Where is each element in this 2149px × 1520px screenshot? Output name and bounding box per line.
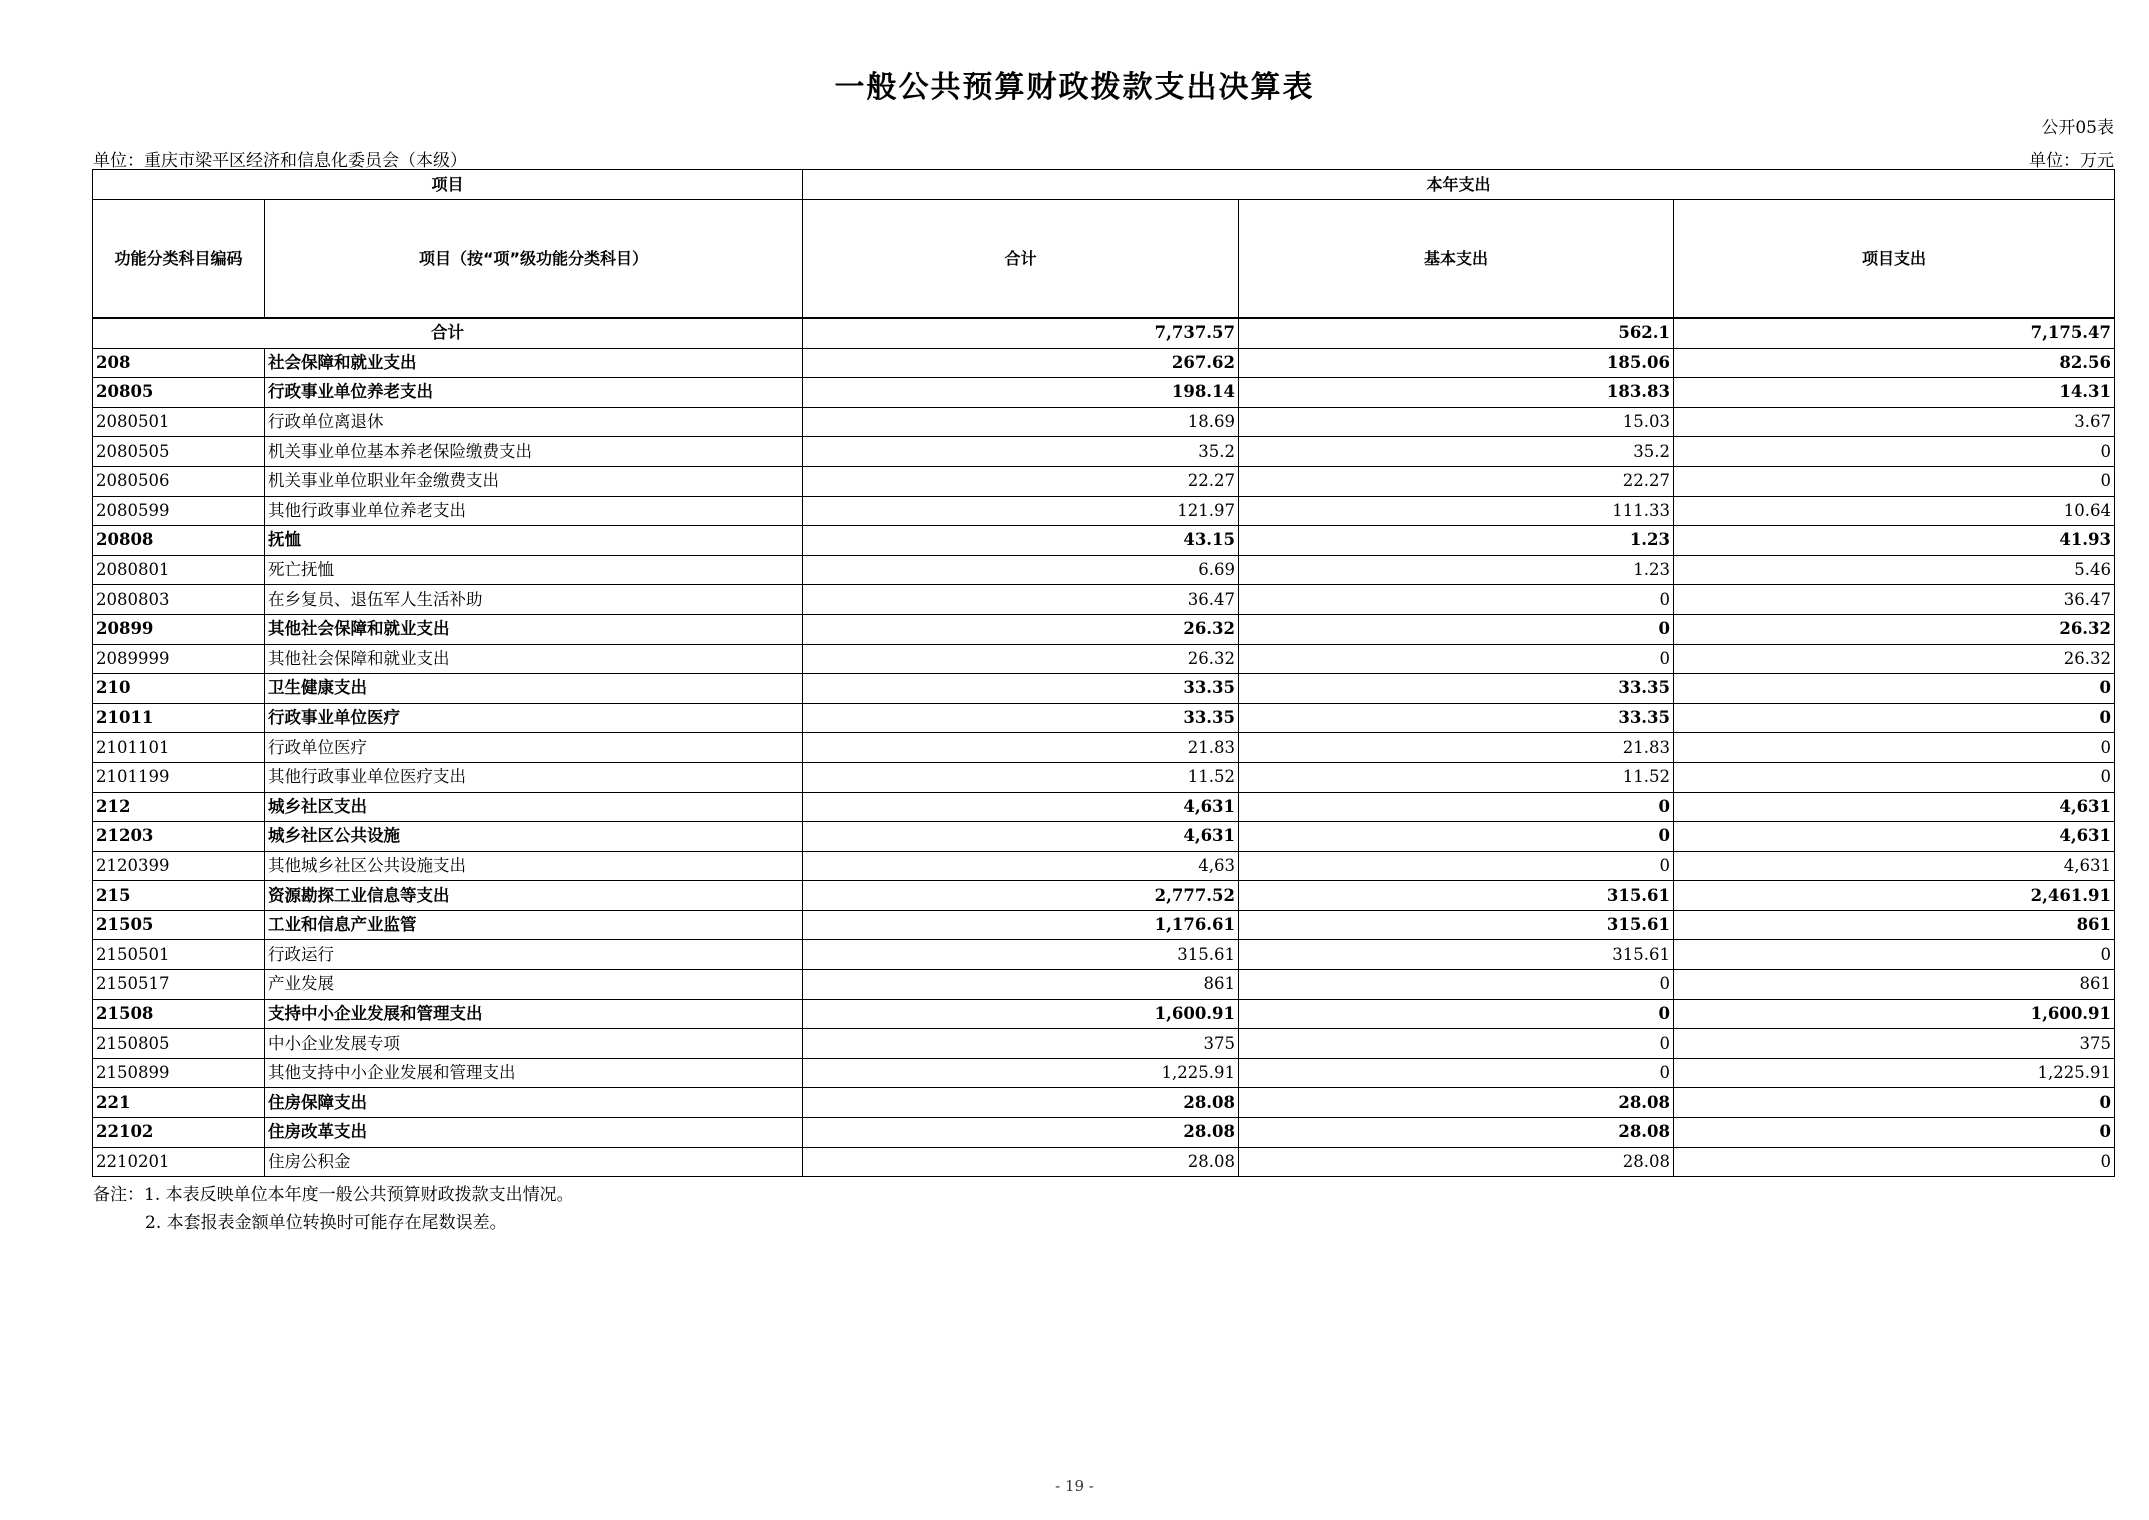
row-name: 资源勘探工业信息等支出 — [265, 881, 803, 911]
row-project: 1,225.91 — [1674, 1058, 2115, 1088]
row-project: 4,631 — [1674, 792, 2115, 822]
table-row — [93, 1029, 2115, 1059]
row-total: 33.35 — [803, 674, 1239, 704]
row-code: 21203 — [93, 822, 265, 852]
table-row — [93, 762, 2115, 792]
header-row-2 — [93, 200, 2115, 319]
row-basic: 33.35 — [1239, 703, 1674, 733]
row-name: 行政单位离退休 — [265, 407, 803, 437]
row-code: 2150501 — [93, 940, 265, 970]
row-name: 行政事业单位养老支出 — [265, 378, 803, 408]
row-name: 产业发展 — [265, 970, 803, 1000]
row-code: 2080501 — [93, 407, 265, 437]
row-name: 机关事业单位职业年金缴费支出 — [265, 466, 803, 496]
row-project: 0 — [1674, 1088, 2115, 1118]
total-label: 合计 — [93, 318, 803, 348]
row-name: 工业和信息产业监管 — [265, 910, 803, 940]
row-code: 210 — [93, 674, 265, 704]
row-project: 0 — [1674, 762, 2115, 792]
row-project: 0 — [1674, 703, 2115, 733]
page-title: 一般公共预算财政拨款支出决算表 — [834, 70, 1315, 105]
row-code: 2080505 — [93, 437, 265, 467]
row-project: 3.67 — [1674, 407, 2115, 437]
reporting-unit: 单位：重庆市梁平区经济和信息化委员会（本级） — [93, 151, 467, 171]
row-name: 行政运行 — [265, 940, 803, 970]
row-name: 在乡复员、退伍军人生活补助 — [265, 585, 803, 615]
header-code: 功能分类科目编码 — [93, 200, 265, 319]
total-sum: 7,737.57 — [803, 318, 1239, 348]
header-project-expenditure: 项目支出 — [1674, 200, 2115, 319]
row-total: 35.2 — [803, 437, 1239, 467]
row-project: 5.46 — [1674, 555, 2115, 585]
row-code: 2080803 — [93, 585, 265, 615]
table-row — [93, 466, 2115, 496]
page-number: - 19 - — [1055, 1477, 1094, 1495]
row-name: 城乡社区公共设施 — [265, 822, 803, 852]
table-row — [93, 1147, 2115, 1177]
row-basic: 0 — [1239, 851, 1674, 881]
table-row — [93, 674, 2115, 704]
row-code: 2080801 — [93, 555, 265, 585]
row-total: 28.08 — [803, 1147, 1239, 1177]
row-name: 住房公积金 — [265, 1147, 803, 1177]
table-row — [93, 910, 2115, 940]
table-row — [93, 348, 2115, 378]
row-project: 2,461.91 — [1674, 881, 2115, 911]
row-project: 861 — [1674, 910, 2115, 940]
table-row — [93, 940, 2115, 970]
row-code: 2210201 — [93, 1147, 265, 1177]
row-basic: 21.83 — [1239, 733, 1674, 763]
row-project: 1,600.91 — [1674, 999, 2115, 1029]
row-code: 221 — [93, 1088, 265, 1118]
row-code: 2150805 — [93, 1029, 265, 1059]
row-total: 28.08 — [803, 1118, 1239, 1148]
row-project: 0 — [1674, 674, 2115, 704]
table-row — [93, 585, 2115, 615]
header-total: 合计 — [803, 200, 1239, 319]
row-basic: 28.08 — [1239, 1118, 1674, 1148]
row-project: 0 — [1674, 940, 2115, 970]
note-2: 2. 本套报表金额单位转换时可能存在尾数误差。 — [145, 1213, 507, 1233]
row-code: 208 — [93, 348, 265, 378]
row-code: 2101101 — [93, 733, 265, 763]
row-basic: 0 — [1239, 999, 1674, 1029]
header-current-year: 本年支出 — [803, 170, 2115, 200]
row-total: 861 — [803, 970, 1239, 1000]
table-body — [93, 318, 2115, 1177]
row-code: 21011 — [93, 703, 265, 733]
row-basic: 35.2 — [1239, 437, 1674, 467]
row-basic: 315.61 — [1239, 881, 1674, 911]
row-basic: 315.61 — [1239, 910, 1674, 940]
row-project: 82.56 — [1674, 348, 2115, 378]
row-total: 1,225.91 — [803, 1058, 1239, 1088]
table-row — [93, 851, 2115, 881]
row-total: 26.32 — [803, 614, 1239, 644]
row-name: 城乡社区支出 — [265, 792, 803, 822]
row-total: 121.97 — [803, 496, 1239, 526]
row-name: 行政单位医疗 — [265, 733, 803, 763]
row-basic: 11.52 — [1239, 762, 1674, 792]
table-row — [93, 881, 2115, 911]
total-basic: 562.1 — [1239, 318, 1674, 348]
row-code: 2080506 — [93, 466, 265, 496]
row-project: 26.32 — [1674, 614, 2115, 644]
row-project: 14.31 — [1674, 378, 2115, 408]
row-name: 住房改革支出 — [265, 1118, 803, 1148]
row-total: 1,600.91 — [803, 999, 1239, 1029]
row-total: 1,176.61 — [803, 910, 1239, 940]
currency-unit: 单位：万元 — [2029, 151, 2114, 171]
row-code: 20899 — [93, 614, 265, 644]
row-basic: 0 — [1239, 585, 1674, 615]
row-total: 21.83 — [803, 733, 1239, 763]
form-number: 公开05表 — [2041, 118, 2114, 138]
table-row — [93, 970, 2115, 1000]
row-basic: 15.03 — [1239, 407, 1674, 437]
row-project: 375 — [1674, 1029, 2115, 1059]
row-total: 4,631 — [803, 822, 1239, 852]
row-total: 6.69 — [803, 555, 1239, 585]
row-name: 其他城乡社区公共设施支出 — [265, 851, 803, 881]
row-project: 861 — [1674, 970, 2115, 1000]
total-row — [93, 318, 2115, 348]
row-code: 215 — [93, 881, 265, 911]
row-total: 4,631 — [803, 792, 1239, 822]
header-row-1 — [93, 170, 2115, 200]
row-total: 43.15 — [803, 526, 1239, 556]
row-basic: 33.35 — [1239, 674, 1674, 704]
total-project: 7,175.47 — [1674, 318, 2115, 348]
table-row — [93, 555, 2115, 585]
row-name: 中小企业发展专项 — [265, 1029, 803, 1059]
row-basic: 0 — [1239, 1058, 1674, 1088]
row-basic: 28.08 — [1239, 1147, 1674, 1177]
table-row — [93, 999, 2115, 1029]
row-total: 4,63 — [803, 851, 1239, 881]
row-code: 20808 — [93, 526, 265, 556]
row-basic: 111.33 — [1239, 496, 1674, 526]
table-row — [93, 614, 2115, 644]
row-basic: 1.23 — [1239, 555, 1674, 585]
row-total: 22.27 — [803, 466, 1239, 496]
row-name: 行政事业单位医疗 — [265, 703, 803, 733]
row-name: 其他社会保障和就业支出 — [265, 614, 803, 644]
notes — [93, 1181, 574, 1237]
row-basic: 0 — [1239, 614, 1674, 644]
row-basic: 0 — [1239, 792, 1674, 822]
row-name: 其他支持中小企业发展和管理支出 — [265, 1058, 803, 1088]
row-code: 2089999 — [93, 644, 265, 674]
table-row — [93, 378, 2115, 408]
row-name: 机关事业单位基本养老保险缴费支出 — [265, 437, 803, 467]
row-code: 2101199 — [93, 762, 265, 792]
row-total: 315.61 — [803, 940, 1239, 970]
row-name: 死亡抚恤 — [265, 555, 803, 585]
row-project: 36.47 — [1674, 585, 2115, 615]
row-code: 2120399 — [93, 851, 265, 881]
row-total: 375 — [803, 1029, 1239, 1059]
row-basic: 0 — [1239, 822, 1674, 852]
row-total: 11.52 — [803, 762, 1239, 792]
row-project: 0 — [1674, 733, 2115, 763]
header-basic: 基本支出 — [1239, 200, 1674, 319]
table-row — [93, 1118, 2115, 1148]
table-row — [93, 407, 2115, 437]
header-project: 项目 — [93, 170, 803, 200]
row-total: 267.62 — [803, 348, 1239, 378]
row-total: 198.14 — [803, 378, 1239, 408]
row-project: 0 — [1674, 437, 2115, 467]
row-basic: 315.61 — [1239, 940, 1674, 970]
table-row — [93, 526, 2115, 556]
row-code: 2150517 — [93, 970, 265, 1000]
row-name: 其他社会保障和就业支出 — [265, 644, 803, 674]
row-project: 0 — [1674, 1147, 2115, 1177]
table-row — [93, 733, 2115, 763]
row-total: 18.69 — [803, 407, 1239, 437]
row-name: 社会保障和就业支出 — [265, 348, 803, 378]
table-row — [93, 822, 2115, 852]
row-name: 卫生健康支出 — [265, 674, 803, 704]
row-total: 28.08 — [803, 1088, 1239, 1118]
row-project: 41.93 — [1674, 526, 2115, 556]
row-code: 21508 — [93, 999, 265, 1029]
table-row — [93, 644, 2115, 674]
row-basic: 0 — [1239, 1029, 1674, 1059]
row-basic: 22.27 — [1239, 466, 1674, 496]
row-project: 26.32 — [1674, 644, 2115, 674]
row-project: 4,631 — [1674, 851, 2115, 881]
row-basic: 185.06 — [1239, 348, 1674, 378]
row-total: 33.35 — [803, 703, 1239, 733]
table-row — [93, 437, 2115, 467]
header-name: 项目（按“项”级功能分类科目） — [265, 200, 803, 319]
table-row — [93, 703, 2115, 733]
row-code: 20805 — [93, 378, 265, 408]
row-basic: 1.23 — [1239, 526, 1674, 556]
row-basic: 28.08 — [1239, 1088, 1674, 1118]
row-name: 住房保障支出 — [265, 1088, 803, 1118]
row-basic: 183.83 — [1239, 378, 1674, 408]
table-row — [93, 1058, 2115, 1088]
row-project: 0 — [1674, 466, 2115, 496]
row-code: 212 — [93, 792, 265, 822]
row-basic: 0 — [1239, 970, 1674, 1000]
row-name: 其他行政事业单位养老支出 — [265, 496, 803, 526]
row-code: 21505 — [93, 910, 265, 940]
table-row — [93, 496, 2115, 526]
table-row — [93, 1088, 2115, 1118]
row-total: 26.32 — [803, 644, 1239, 674]
row-name: 支持中小企业发展和管理支出 — [265, 999, 803, 1029]
note-1: 备注：1. 本表反映单位本年度一般公共预算财政拨款支出情况。 — [93, 1185, 574, 1205]
row-project: 4,631 — [1674, 822, 2115, 852]
row-name: 其他行政事业单位医疗支出 — [265, 762, 803, 792]
row-code: 2150899 — [93, 1058, 265, 1088]
row-name: 抚恤 — [265, 526, 803, 556]
expenditure-table — [92, 169, 2115, 1177]
row-project: 10.64 — [1674, 496, 2115, 526]
row-basic: 0 — [1239, 644, 1674, 674]
row-code: 2080599 — [93, 496, 265, 526]
table-row — [93, 792, 2115, 822]
row-total: 2,777.52 — [803, 881, 1239, 911]
row-project: 0 — [1674, 1118, 2115, 1148]
row-total: 36.47 — [803, 585, 1239, 615]
row-code: 22102 — [93, 1118, 265, 1148]
